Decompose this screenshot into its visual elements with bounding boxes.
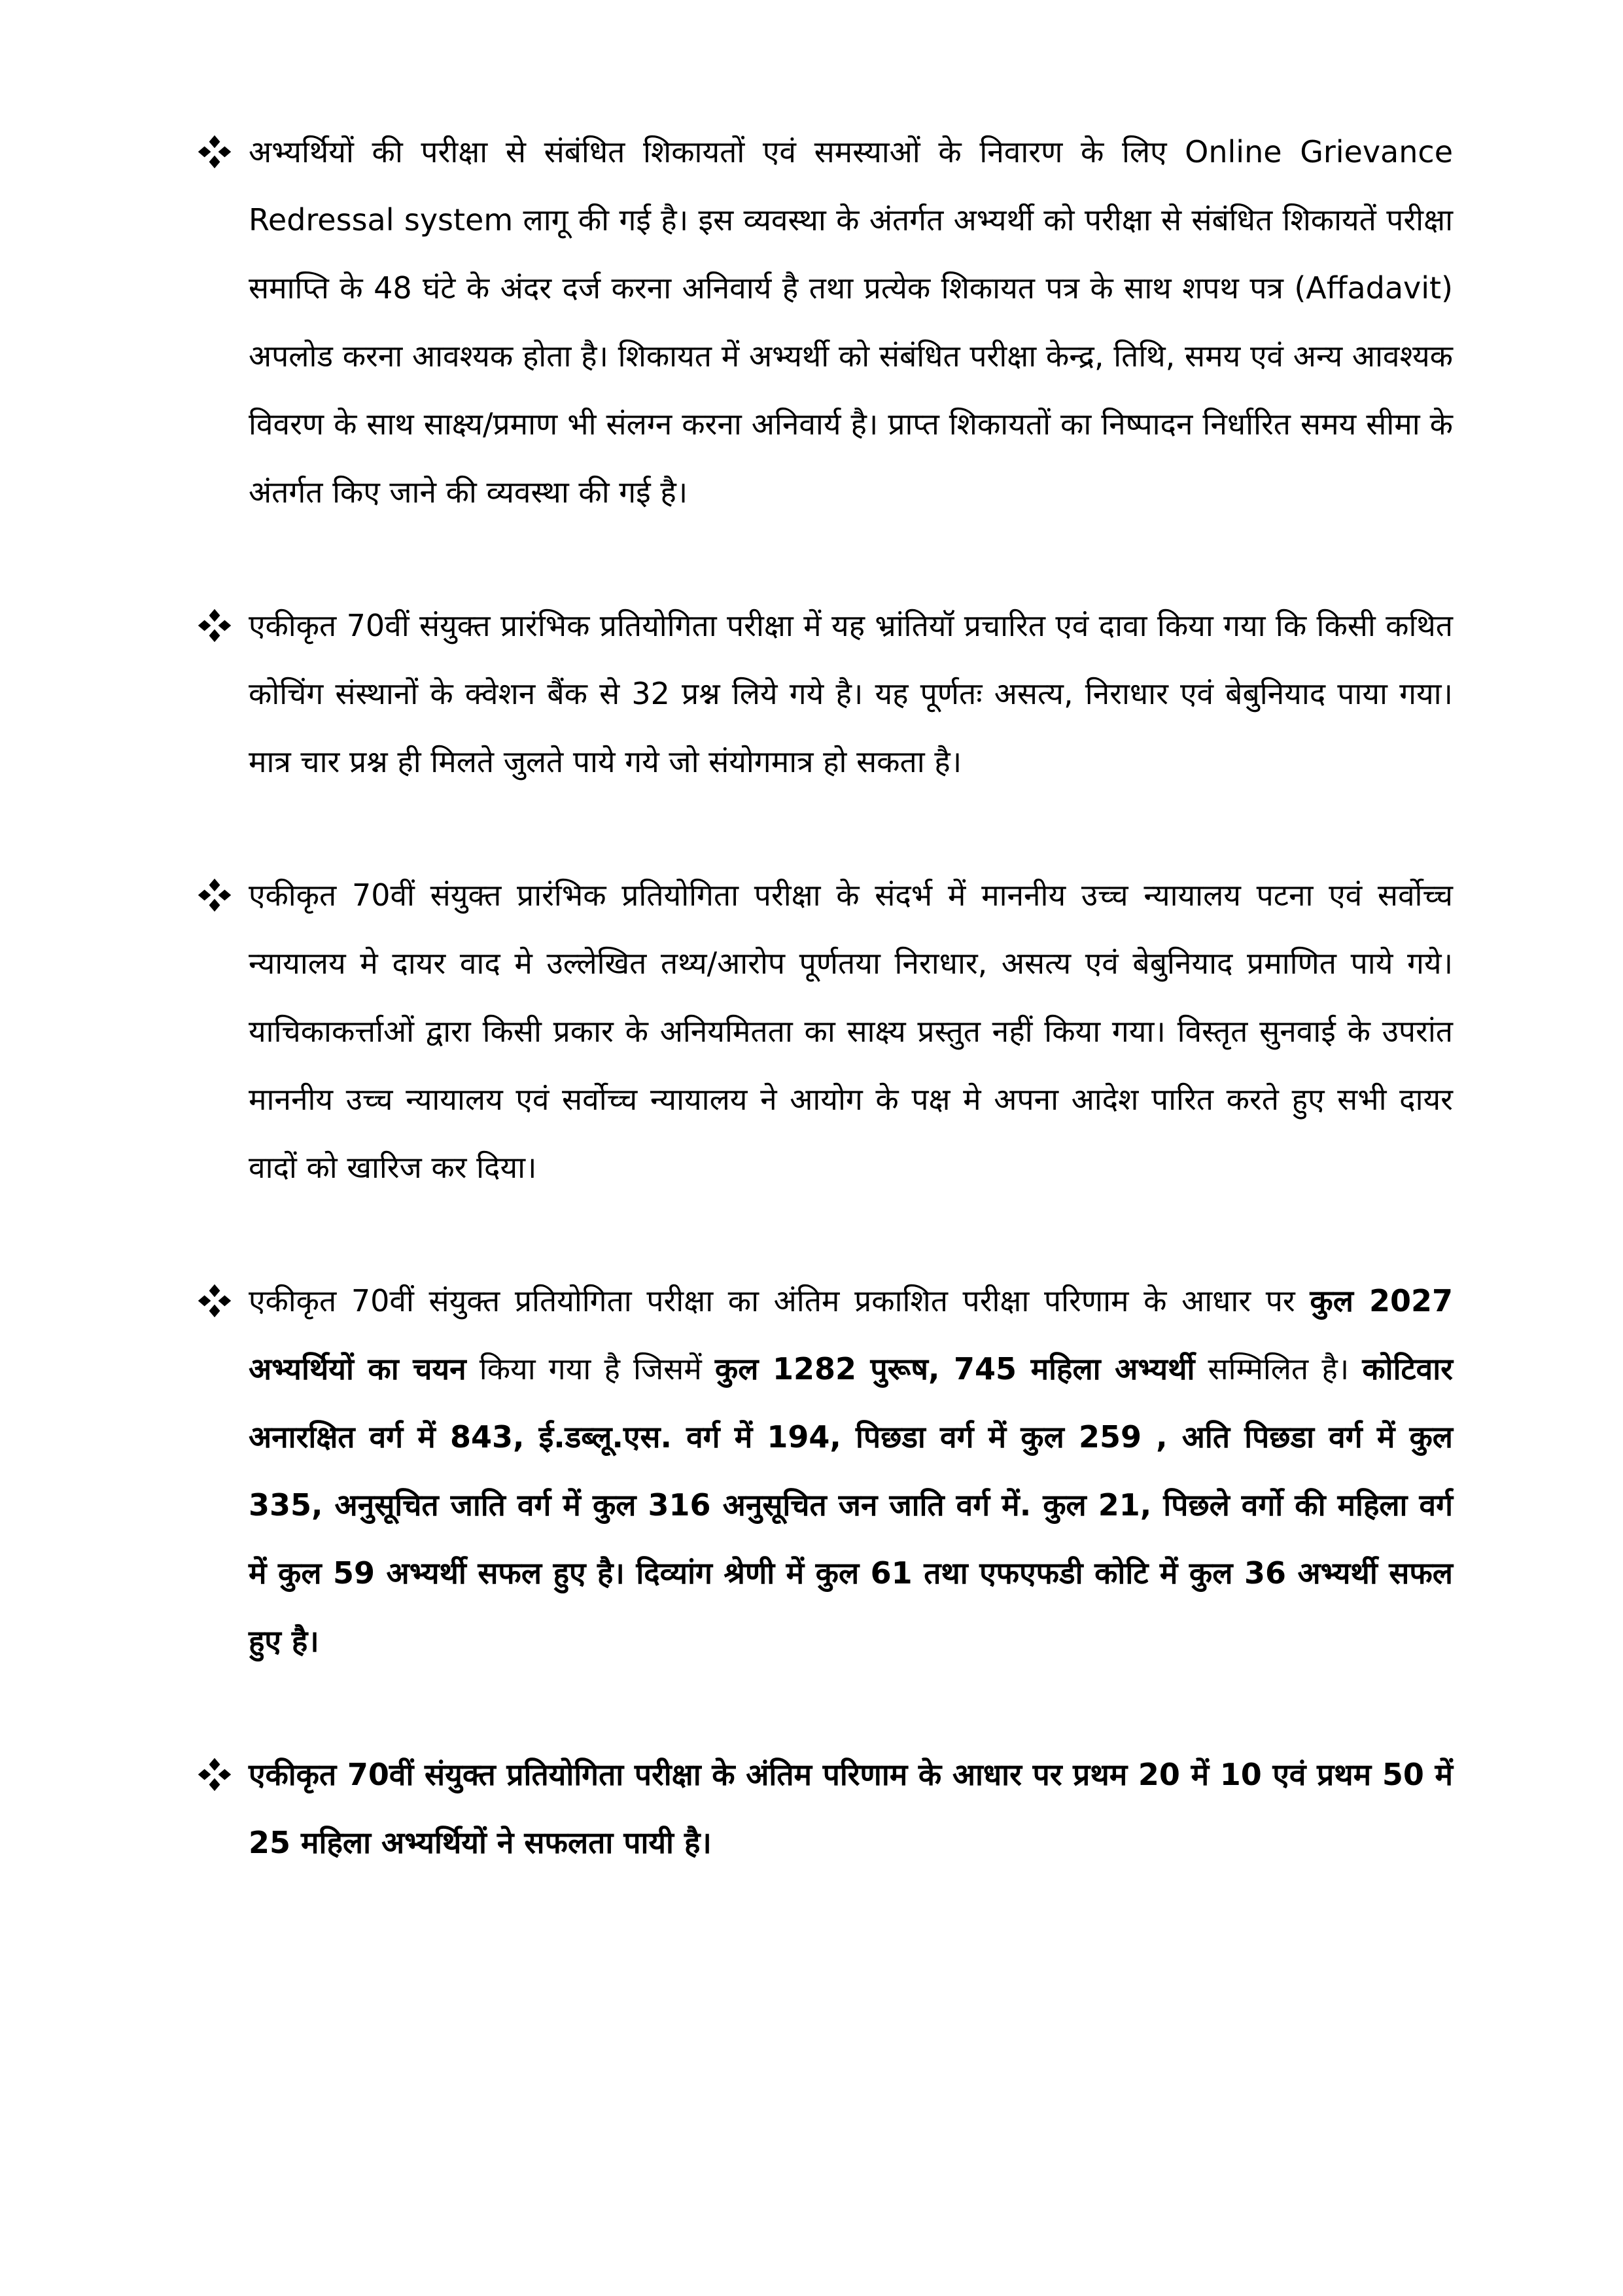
bullet-text-segment-bold: कुल 2027 अभ्यर्थियों का चयन: [249, 1283, 1453, 1386]
bullet-final-result-selection: [196, 1267, 1453, 1675]
four-diamond-bullet-icon: [196, 1267, 238, 1335]
four-diamond-bullet-icon: [196, 861, 238, 929]
bullet-text: एकीकृत 70वीं संयुक्त प्रारंभिक प्रतियोगिता परीक्षा में यह भ्रांतियॉ प्रचारित एवं दावा किया गया कि किसी कथित कोचिंग संस्थानों के क्वेशन बैंक से 32 प्रश्न लिये गये है। यह पूर्णतः असत्य, निराधार एवं बेबुनियाद पाया गया। मात्र चार प्रश्न ही मिलते जुलते पाये गये जो संयोगमात्र हो सकता है।: [249, 608, 1453, 779]
bullet-text: एकीकृत 70वीं संयुक्त प्रतियोगिता परीक्षा के अंतिम परिणाम के आधार पर प्रथम 20 में 10 एवं प्रथम 50 में 25 महिला अभ्यर्थियों ने सफलता पायी है।: [249, 1757, 1453, 1860]
bullet-text-segment: किया गया है जिसमें: [466, 1351, 715, 1386]
bullet-question-bank-claim: [196, 592, 1453, 796]
four-diamond-bullet-icon: [196, 592, 238, 660]
four-diamond-bullet-icon: [196, 118, 238, 186]
bullet-text-segment-bold: कोटिवार अनारक्षित वर्ग में 843, ई.डब्लू.एस. वर्ग में 194, पिछडा वर्ग में कुल 259 , अति पिछडा वर्ग में कुल 335, अनुसूचित जाति वर्ग में कुल 316 अनुसूचित जन जाति वर्ग में. कुल 21, पिछले वर्गो की महिला वर्ग में कुल 59 अभ्यर्थी सफल हुए है। दिव्यांग श्रेणी में कुल 61 तथा एफएफडी कोटि में कुल 36 अभ्यर्थी सफल हुए है।: [249, 1351, 1453, 1659]
bullet-grievance-redressal: [196, 118, 1453, 526]
bullet-text: एकीकृत 70वीं संयुक्त प्रारंभिक प्रतियोगिता परीक्षा के संदर्भ में माननीय उच्च न्यायालय पटना एवं सर्वोच्च न्यायालय मे दायर वाद मे उल्लेखित तथ्य/आरोप पूर्णतया निराधार, असत्य एवं बेबुनियाद प्रमाणित पाये गये। याचिकाकर्त्ताओं द्वारा किसी प्रकार के अनियमितता का साक्ष्य प्रस्तुत नहीं किया गया। विस्तृत सुनवाई के उपरांत माननीय उच्च न्यायालय एवं सर्वोच्च न्यायालय ने आयोग के पक्ष मे अपना आदेश पारित करते हुए सभी दायर वादों को खारिज कर दिया।: [249, 877, 1454, 1185]
bullet-text-segment: सम्मिलित है।: [1195, 1351, 1363, 1386]
bullet-court-cases: [196, 861, 1453, 1201]
bullet-text-segment-bold: कुल 1282 पुरूष, 745 महिला अभ्यर्थी: [714, 1351, 1195, 1386]
four-diamond-bullet-icon: [196, 1740, 238, 1809]
bullet-text-segment: एकीकृत 70वीं संयुक्त प्रतियोगिता परीक्षा का अंतिम प्रकाशित परीक्षा परिणाम के आधार पर: [249, 1283, 1310, 1318]
bullet-text: अभ्यर्थियों की परीक्षा से संबंधित शिकायतों एवं समस्याओं के निवारण के लिए Online Grievance Redressal system लागू की गई है। इस व्यवस्था के अंतर्गत अभ्यर्थी को परीक्षा से संबंधित शिकायतें परीक्षा समाप्ति के 48 घंटे के अंदर दर्ज करना अनिवार्य है तथा प्रत्येक शिकायत पत्र के साथ शपथ पत्र (Affadavit) अपलोड करना आवश्यक होता है। शिकायत में अभ्यर्थी को संबंधित परीक्षा केन्द्र, तिथि, समय एवं अन्य आवश्यक विवरण के साथ साक्ष्य/प्रमाण भी संलग्न करना अनिवार्य है। प्राप्त शिकायतों का निष्पादन निर्धारित समय सीमा के अंतर्गत किए जाने की व्यवस्था की गई है।: [249, 134, 1453, 510]
bullet-women-toppers: [196, 1740, 1453, 1877]
